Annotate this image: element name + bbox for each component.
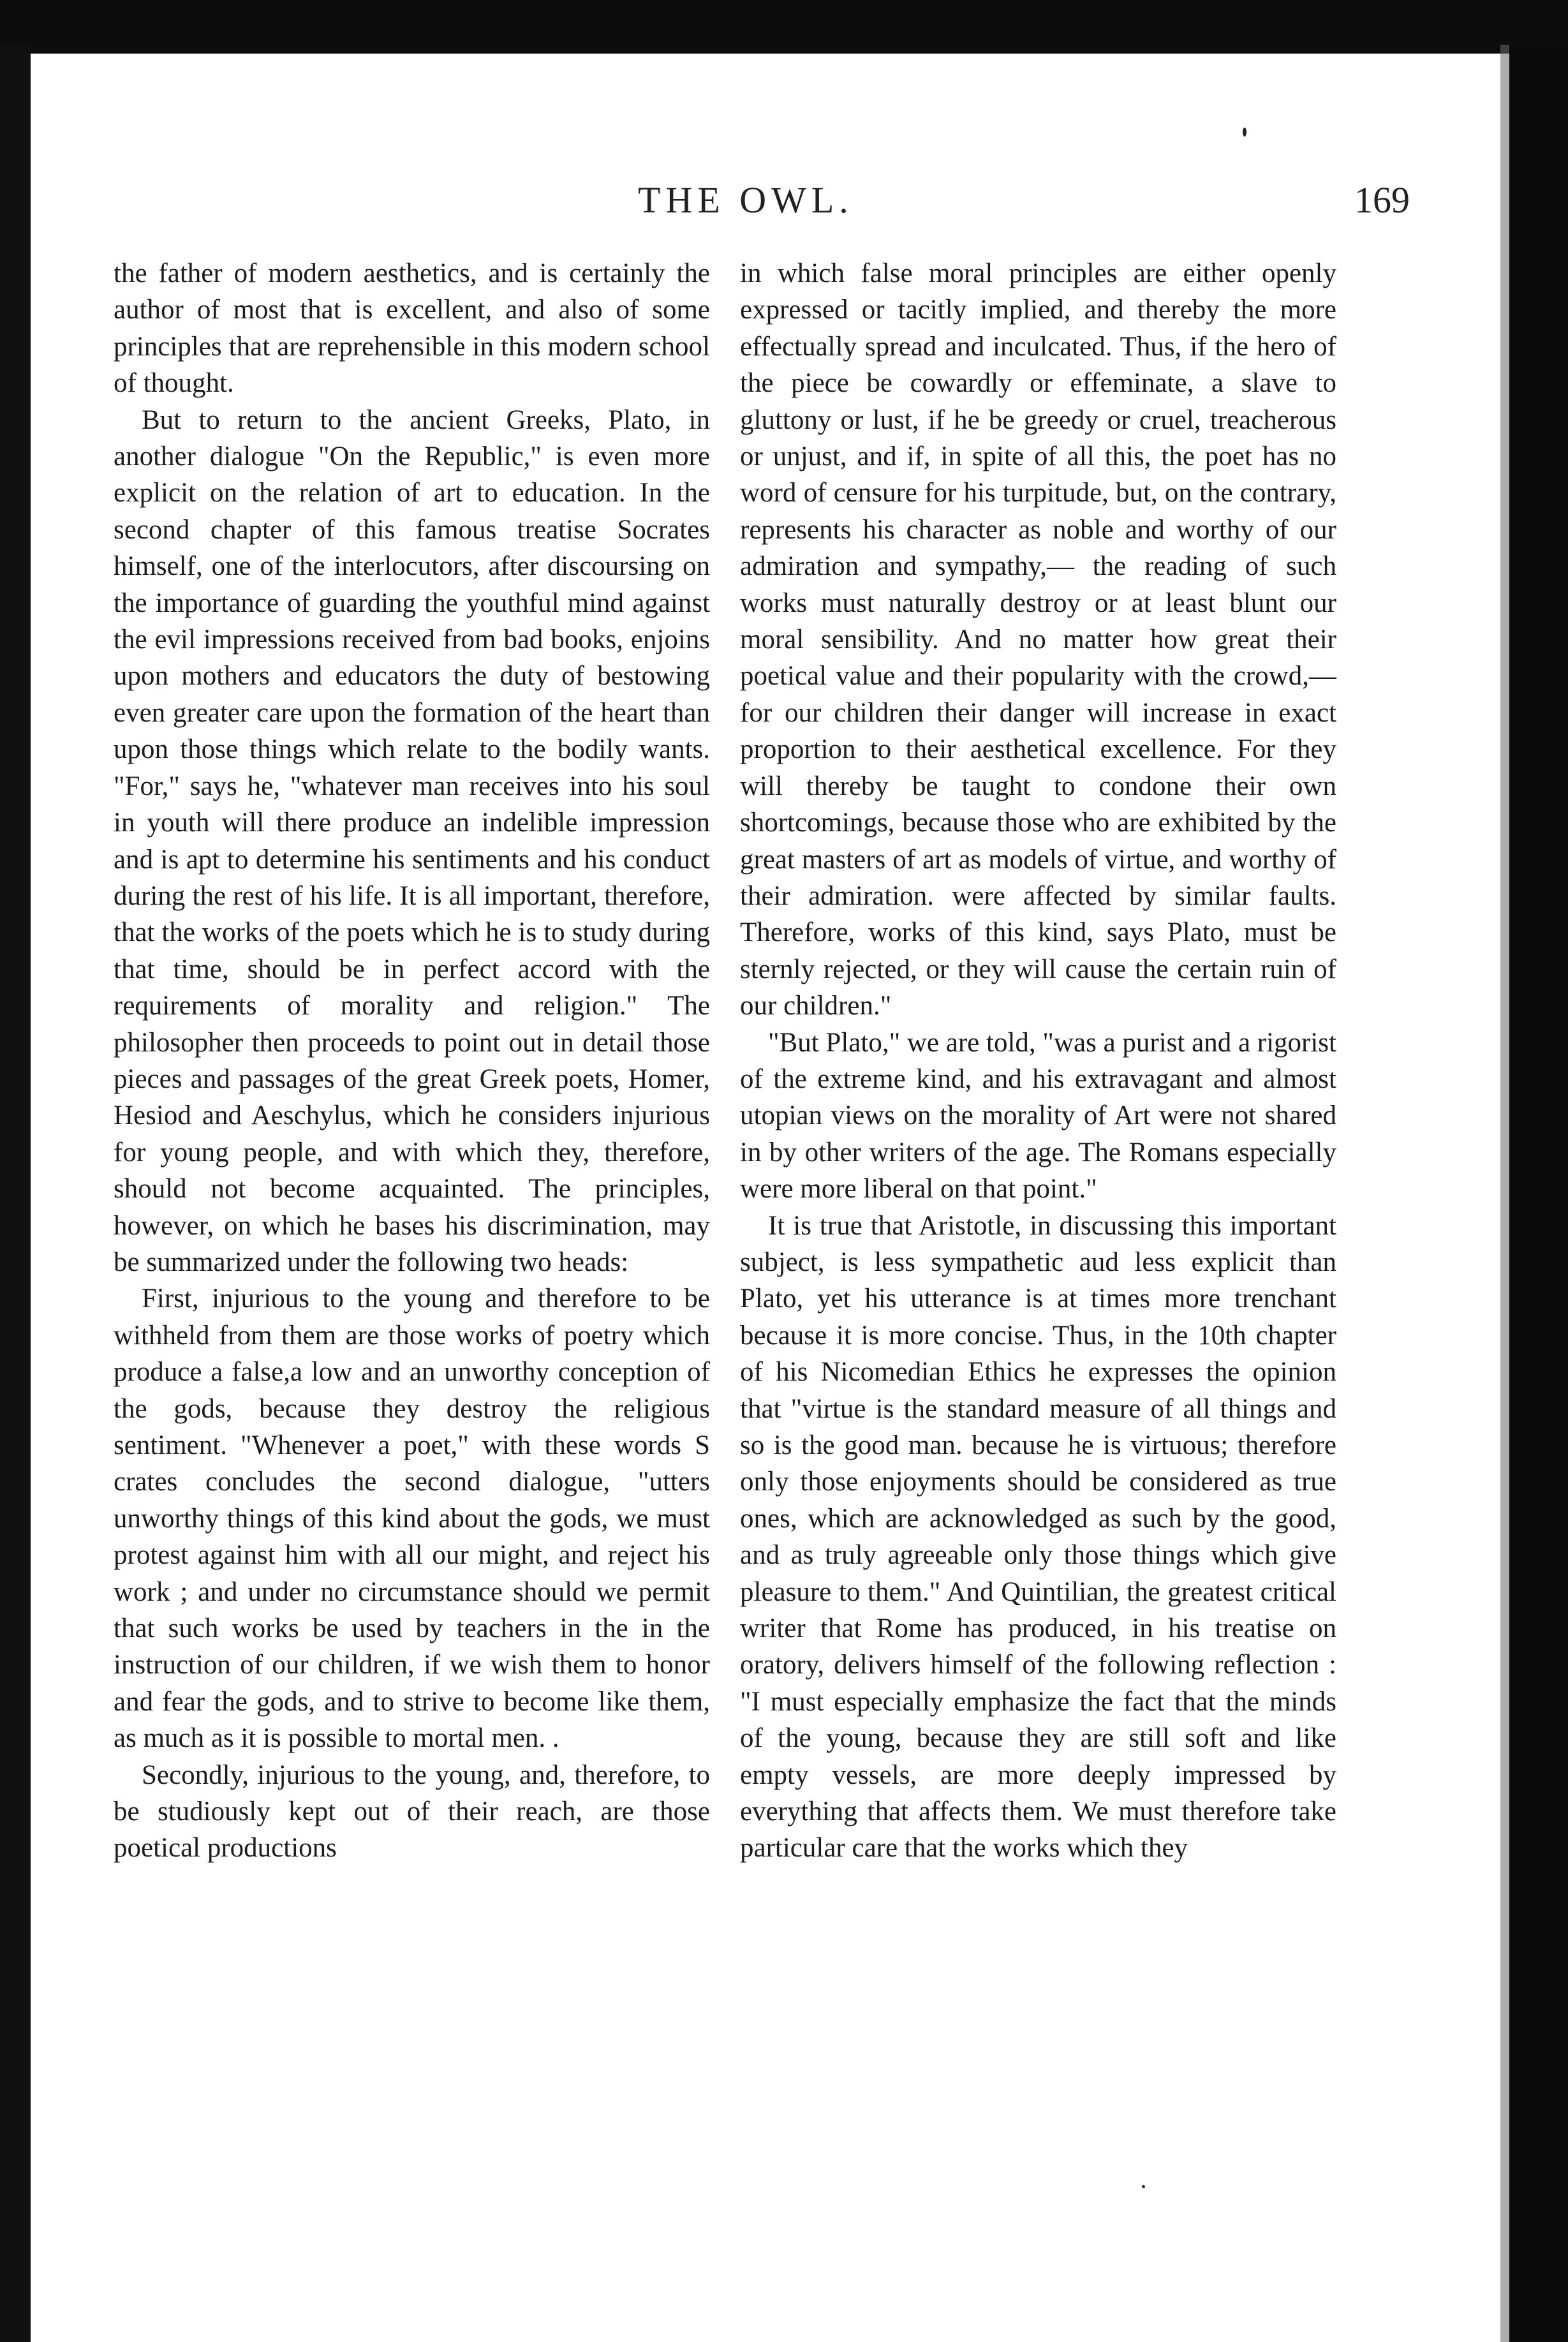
paragraph: It is true that Aristotle, in discussing this important subject, is less sympathetic aud less explicit than Plato, yet his utterance is at times more trenchant because it is more concise. Thus, in the 10th chapter of his Nicomedian Ethics he expresses the opinion that "virtue is the standard measure of all things and so is the good man. because he is virtuous; therefore only those enjoyments should be considered as true ones, which are acknowledged as such by the good, and as truly agreeable only those things which give pleasure to them." And Quintilian, the greatest critical writer that Rome has produced, in his treatise on oratory, delivers himself of the following reflection : "I must especially emphasize the fact that the minds of the young, because they are still soft and like empty vessels, are more deeply impressed by everything that affects them. We must therefore take particular care that the works which they [740,1210,1336,1864]
paragraph: in which false moral principles are either openly expressed or tacitly implied, and thereby the more effectually spread and inculcated. Thus, if the hero of the piece be cowardly or effeminate, a slave to gluttony or lust, if he be greedy or cruel, treacherous or unjust, and if, in spite of all this, the poet has no word of censure for his turpitude, but, on the contrary, represents his character as noble and worthy of our admiration and sympathy,— the reading of such works must naturally destroy or at least blunt our moral sensibility. And no matter how great their poetical value and their popularity with the crowd,—for our children their danger will increase in exact proportion to their aesthetical excellence. For they will thereby be taught to condone their own shortcomings, because those who are exhibited by the great masters of art as models of virtue, and worthy of their admiration. were affected by similar faults. Therefore, works of this kind, says Plato, must be sternly rejected, or they will cause the certain ruin of our children." [740,258,1336,1021]
scan-right-border [1509,45,1568,2342]
text-column-right [740,255,1336,2227]
text-column-left [114,255,710,2227]
paragraph: the father of modern aesthetics, and is certainly the author of most that is excellent, and also of some principles that are reprehensible in this modern school of thought. [114,258,710,399]
paragraph: Secondly, injurious to the young, and, therefore, to be studiously kept out of their reach, are those poetical productions [114,1760,710,1864]
paragraph: First, injurious to the young and therefore to be withheld from them are those works of poetry which produce a false,a low and an unworthy conception of the gods, because they destroy the religious sentiment. "Whenever a poet," with these words S crates concludes the second dialogue, "utters unworthy things of this kind about the gods, we must protest against him with all our might, and reject his work ; and under no circumstance should we permit that such works be used by teachers in the in the instruction of our children, if we wish them to honor and fear the gods, and to strive to become like them, as much as it is possible to mortal men. . [114,1284,710,1754]
page-number: 169 [1354,179,1410,221]
page-header [115,179,1410,236]
scan-speck [1243,128,1246,137]
paragraph: "But Plato," we are told, "was a purist and a rigorist of the extreme kind, and his extravagant and almost utopian views on the morality of Art were not shared in by other writers of the age. The Romans especially were more liberal on that point." [740,1027,1336,1204]
scan-left-border [0,45,31,2342]
scan-right-shadow [1500,45,1509,2342]
paragraph: But to return to the ancient Greeks, Plato, in another dialogue "On the Republic," is even more explicit on the relation of art to education. In the second chapter of this famous treatise Socrates himself, one of the interlocutors, after discoursing on the importance of guarding the youthful mind against the evil impressions received from bad books, enjoins upon mothers and educators the duty of bestowing even greater care upon the formation of the heart than upon those things which relate to the bodily wants. "For," says he, "whatever man receives into his soul in youth will there produce an indelible impression and is apt to determine his sentiments and his conduct during the rest of his life. It is all important, therefore, that the works of the poets which he is to study during that time, should be in perfect accord with the requirements of morality and religion." The philosopher then proceeds to point out in detail those pieces and passages of the great Greek poets, Homer, Hesiod and Aeschylus, which he considers injurious for young people, and with which they, therefore, should not become acquainted. The principles, however, on which he bases his discrimination, may be summarized under the following two heads: [114,404,710,1277]
scan-top-border [0,0,1568,54]
running-title: THE OWL. [638,179,854,221]
